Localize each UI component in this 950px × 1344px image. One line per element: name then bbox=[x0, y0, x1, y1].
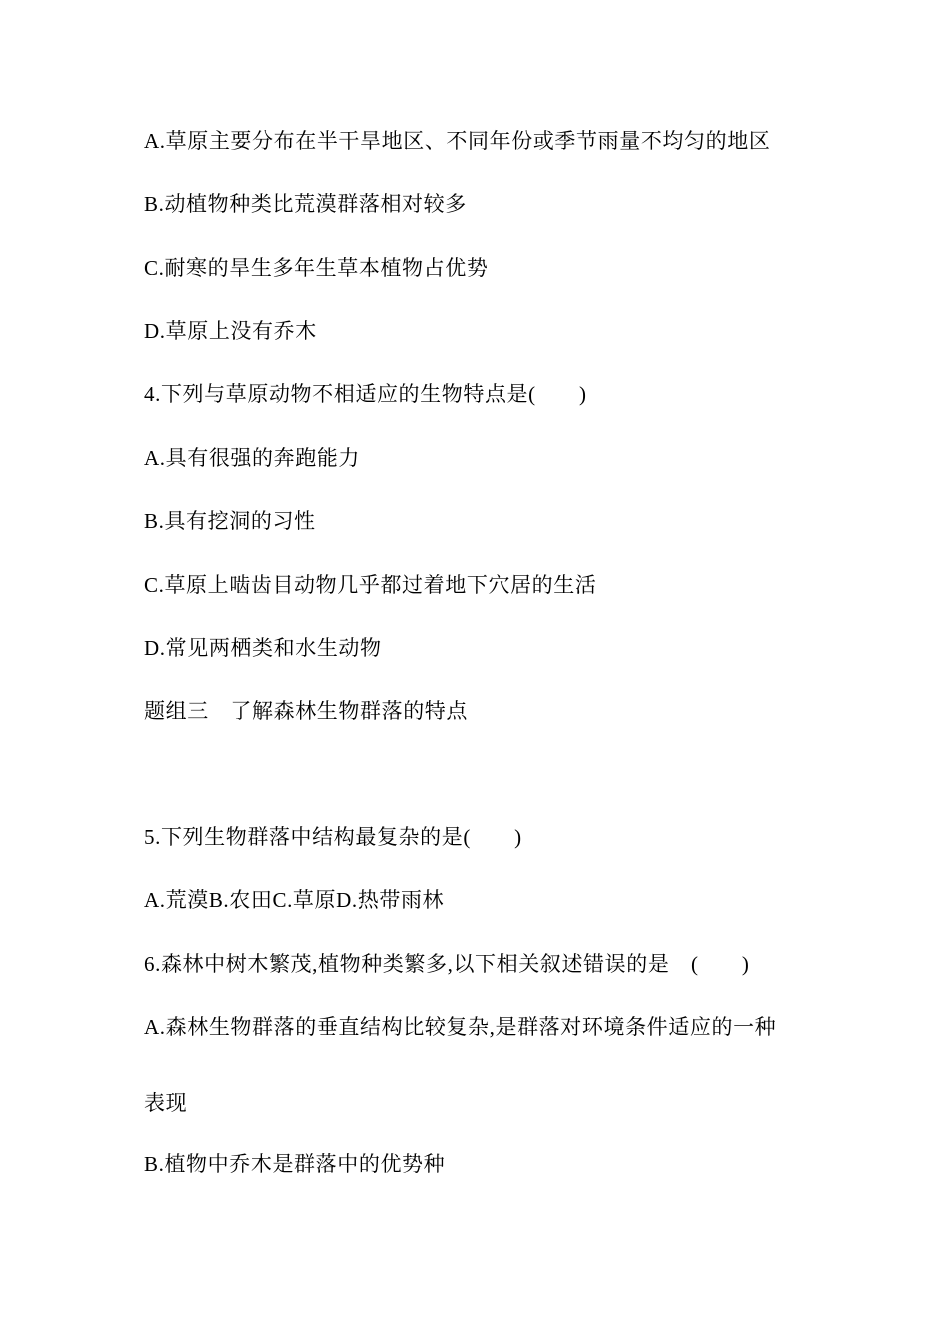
section-heading: 题组三 了解森林生物群落的特点 bbox=[144, 699, 468, 723]
option-3d: D.草原上没有乔木 bbox=[144, 319, 317, 343]
option-6a-continued: 表现 bbox=[144, 1091, 188, 1115]
option-4b: B.具有挖洞的习性 bbox=[144, 509, 316, 533]
option-4d: D.常见两栖类和水生动物 bbox=[144, 636, 382, 660]
option-3a: A.草原主要分布在半干旱地区、不同年份或季节雨量不均匀的地区 bbox=[144, 129, 771, 153]
option-3b: B.动植物种类比荒漠群落相对较多 bbox=[144, 192, 467, 216]
option-6b: B.植物中乔木是群落中的优势种 bbox=[144, 1152, 446, 1176]
option-4c: C.草原上啮齿目动物几乎都过着地下穴居的生活 bbox=[144, 573, 597, 597]
option-6a: A.森林生物群落的垂直结构比较复杂,是群落对环境条件适应的一种 bbox=[144, 1015, 777, 1039]
option-3c: C.耐寒的旱生多年生草本植物占优势 bbox=[144, 256, 489, 280]
question-4: 4.下列与草原动物不相适应的生物特点是( ) bbox=[144, 382, 587, 406]
question-5: 5.下列生物群落中结构最复杂的是( ) bbox=[144, 825, 522, 849]
options-5: A.荒漠B.农田C.草原D.热带雨林 bbox=[144, 888, 445, 912]
option-4a: A.具有很强的奔跑能力 bbox=[144, 446, 361, 470]
question-6: 6.森林中树木繁茂,植物种类繁多,以下相关叙述错误的是 ( ) bbox=[144, 952, 750, 976]
